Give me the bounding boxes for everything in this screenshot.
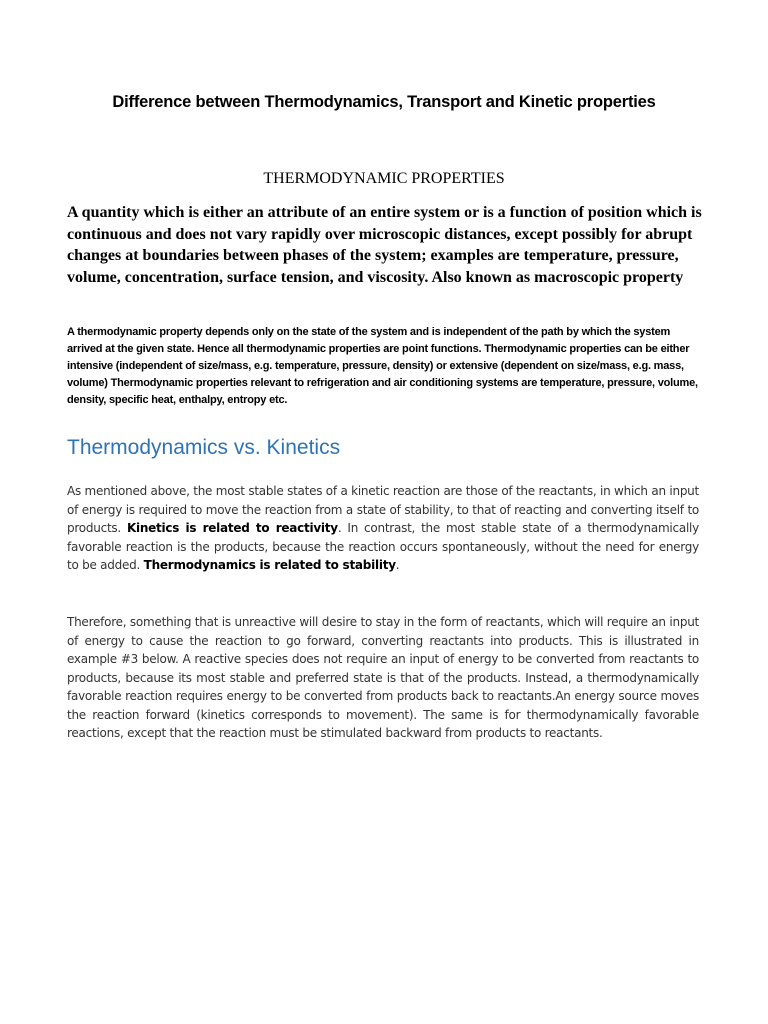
paragraph-1-text-c: .	[395, 558, 400, 572]
document-title: Difference between Thermodynamics, Transport and Kinetic properties	[112, 93, 656, 111]
kinetics-heading: Thermodynamics vs. Kinetics	[67, 436, 341, 459]
intro-paragraph: A quantity which is either an attribute of an entire system or is a function of position which is continuous and does not vary rapidly over microscopic distances, except possibly for abrupt changes at boundaries between phases of the system; examples are temperature, pressure, volume, concentration, surface tension, and viscosity. Also known as macroscopic property	[67, 204, 702, 286]
paragraph-1-text-a: As mentioned above, the most stable states of a kinetic reaction are those of the reactants, in which an input of energy is required to move the reaction from a state of stability, to that of reacting and converting itself to products.	[67, 484, 699, 535]
kinetics-reactivity-emphasis: Kinetics is related to reactivity	[126, 521, 338, 535]
kinetics-paragraph-2: Therefore, something that is unreactive will desire to stay in the form of reactants, which will require an input of energy to cause the reaction to go forward, converting reactants into products. This is illustrated in example #3 below. A reactive species does not require an input of energy to be converted from reactants to products, because its most stable and preferred state is that of the products. Instead, a thermodynamically favorable reaction requires energy to be converted from products back to reactants.An energy source moves the reaction forward (kinetics corresponds to movement). The same is for thermodynamically favorable reactions, except that the reaction must be stimulated backward from products to reactants.	[67, 615, 699, 740]
thermodynamics-stability-emphasis: Thermodynamics is related to stability	[143, 558, 396, 572]
kinetics-paragraph-1	[67, 482, 699, 575]
properties-paragraph: A thermodynamic property depends only on the state of the system and is independent of the path by which the system arrived at the given state. Hence all thermodynamic properties are point functions. Thermodynamic properties can be either intensive (independent of size/mass, e.g. temperature, pressure, density) or extensive (dependent on size/mass, e.g. mass, volume) Thermodynamic properties relevant to refrigeration and air conditioning systems are temperature, pressure, volume, density, specific heat, enthalpy, entropy etc.	[67, 326, 698, 406]
paragraph-1-text-b: . In contrast, the most stable state of a thermodynamically favorable reaction is the products, because the reaction occurs spontaneously, without the need for energy to be added.	[67, 521, 699, 572]
section-heading: THERMODYNAMIC PROPERTIES	[263, 170, 505, 187]
